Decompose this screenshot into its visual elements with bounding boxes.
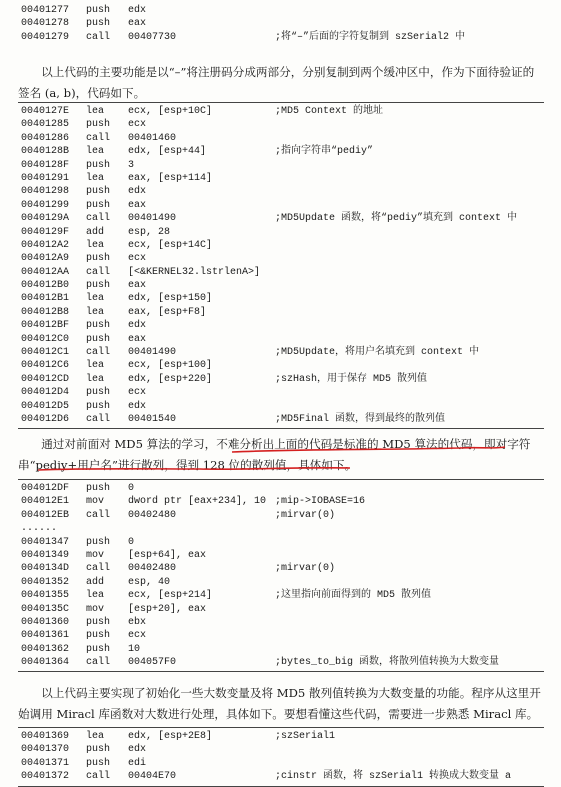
code-opcode: lea bbox=[86, 172, 105, 184]
code-line bbox=[18, 279, 544, 292]
code-address: 004012EB bbox=[21, 509, 70, 521]
code-line bbox=[18, 495, 544, 508]
code-line bbox=[18, 306, 544, 319]
code-opcode: push bbox=[86, 630, 111, 642]
code-address: 00401279 bbox=[21, 31, 70, 43]
code-comment: ;MD5Update，将用户名填充到 context 中 bbox=[275, 347, 480, 359]
code-line bbox=[18, 757, 544, 770]
code-address: 004012D5 bbox=[21, 400, 70, 412]
code-address: 004012A2 bbox=[21, 239, 70, 251]
code-operand: 00401490 bbox=[128, 347, 177, 359]
code-operand: 00401460 bbox=[128, 132, 177, 144]
code-operand: 00402480 bbox=[128, 563, 177, 575]
code-opcode: lea bbox=[86, 146, 105, 158]
code-line bbox=[18, 319, 544, 332]
code-address: 004012CD bbox=[21, 373, 70, 385]
code-line bbox=[18, 589, 544, 602]
code-operand: ecx, [esp+100] bbox=[128, 360, 213, 372]
code-address: 004012C0 bbox=[21, 333, 70, 345]
code-line bbox=[18, 629, 544, 642]
code-opcode: push bbox=[86, 400, 111, 412]
code-opcode: push bbox=[86, 483, 111, 494]
code-address: 0040134D bbox=[21, 563, 70, 575]
code-operand: edx bbox=[128, 400, 147, 412]
code-opcode: push bbox=[86, 159, 111, 171]
code-opcode: lea bbox=[86, 293, 105, 305]
code-address: 00401362 bbox=[21, 643, 70, 655]
code-address: 004012B0 bbox=[21, 280, 70, 292]
code-operand: 0 bbox=[128, 483, 135, 494]
code-comment: ;MD5Update 函数，将“pediy”填充到 context 中 bbox=[275, 213, 518, 225]
code-address: 004012E1 bbox=[21, 496, 70, 508]
code-address: 00401285 bbox=[21, 119, 70, 131]
code-operand: esp, 40 bbox=[128, 576, 171, 588]
code-opcode: push bbox=[86, 18, 111, 30]
code-address: ...... bbox=[21, 523, 58, 535]
code-operand: edx, [esp+44] bbox=[128, 146, 207, 158]
code-line bbox=[18, 118, 544, 131]
code-operand: ecx bbox=[128, 630, 147, 642]
code-operand: eax bbox=[128, 333, 147, 345]
code-line bbox=[18, 743, 544, 756]
code-address: 004012AA bbox=[21, 266, 70, 278]
code-opcode: mov bbox=[86, 496, 105, 508]
code-address: 004012C6 bbox=[21, 360, 70, 372]
code-operand: 00407730 bbox=[128, 31, 177, 43]
code-comment: ;MD5 Context 的地址 bbox=[275, 106, 384, 117]
code-line bbox=[18, 199, 544, 212]
code-block-0 bbox=[18, 4, 544, 44]
code-address: 00401361 bbox=[21, 630, 70, 642]
code-opcode: push bbox=[86, 643, 111, 655]
code-operand: ecx, [esp+10C] bbox=[128, 106, 213, 117]
code-comment: ;mirvar(0) bbox=[275, 509, 336, 521]
code-comment: ;bytes_to_big 函数，将散列值转换为大数变量 bbox=[275, 657, 500, 669]
code-operand: ecx bbox=[128, 119, 147, 131]
code-line bbox=[18, 346, 544, 359]
code-line bbox=[18, 413, 544, 426]
code-opcode: push bbox=[86, 536, 111, 548]
code-operand: [<&KERNEL32.lstrlenA>] bbox=[128, 266, 261, 278]
code-operand: eax, [esp+114] bbox=[128, 172, 213, 184]
code-operand: ecx bbox=[128, 387, 147, 399]
code-opcode: call bbox=[86, 347, 111, 359]
code-address: 00401298 bbox=[21, 186, 70, 198]
code-line bbox=[18, 400, 544, 413]
code-operand: 00401540 bbox=[128, 413, 177, 425]
code-comment: ;这里指向前面得到的 MD5 散列值 bbox=[275, 590, 432, 602]
code-opcode: push bbox=[86, 253, 111, 265]
code-operand: edx, [esp+220] bbox=[128, 373, 213, 385]
code-opcode: call bbox=[86, 563, 111, 575]
code-line bbox=[18, 603, 544, 616]
code-opcode: mov bbox=[86, 603, 105, 615]
code-line bbox=[18, 212, 544, 225]
code-address: 00401352 bbox=[21, 576, 70, 588]
code-address: 00401277 bbox=[21, 5, 70, 16]
code-operand: esp, 28 bbox=[128, 226, 171, 238]
code-line bbox=[18, 105, 544, 118]
code-opcode: lea bbox=[86, 590, 105, 602]
code-comment: ;szSerial1 bbox=[275, 731, 336, 742]
code-address: 004012DF bbox=[21, 483, 70, 494]
code-block-3 bbox=[18, 727, 544, 787]
code-operand: 00401490 bbox=[128, 213, 177, 225]
code-operand: edx bbox=[128, 186, 147, 198]
code-opcode: call bbox=[86, 132, 111, 144]
code-comment: ;mip->IOBASE=16 bbox=[275, 496, 366, 508]
code-opcode: lea bbox=[86, 360, 105, 372]
code-line bbox=[18, 522, 544, 535]
code-opcode: lea bbox=[86, 306, 105, 318]
code-address: 00401364 bbox=[21, 657, 70, 669]
paragraph-2: 通过对前面对 MD5 算法的学习，不难分析出上面的代码是标准的 MD5 算法的代码，即对字符串“pediy+用户名”进行散列，得到 128 位的散列值，具体如下。 bbox=[18, 437, 531, 472]
code-opcode: call bbox=[86, 266, 111, 278]
code-address: 004012BF bbox=[21, 320, 70, 332]
code-line bbox=[18, 643, 544, 656]
code-address: 00401286 bbox=[21, 132, 70, 144]
code-line bbox=[18, 509, 544, 522]
code-comment: ;szHash，用于保存 MD5 散列值 bbox=[275, 373, 428, 385]
code-line bbox=[18, 386, 544, 399]
code-line bbox=[18, 359, 544, 372]
code-operand: edx, [esp+150] bbox=[128, 293, 213, 305]
paragraph-1: 以上代码的主要功能是以“–”将注册码分成两部分，分别复制到两个缓冲区中，作为下面待验证的签名 (a, b)，代码如下。 bbox=[18, 65, 535, 100]
code-line bbox=[18, 145, 544, 158]
code-address: 004012B8 bbox=[21, 306, 70, 318]
code-opcode: push bbox=[86, 387, 111, 399]
code-opcode: push bbox=[86, 757, 111, 769]
code-address: 00401349 bbox=[21, 549, 70, 561]
code-address: 004012D6 bbox=[21, 413, 70, 425]
code-line bbox=[18, 4, 544, 17]
code-line bbox=[18, 172, 544, 185]
code-opcode: push bbox=[86, 5, 111, 16]
code-address: 004012B1 bbox=[21, 293, 70, 305]
paragraph-3: 以上代码主要实现了初始化一些大数变量及将 MD5 散列值转换为大数变量的功能。程序从这里开始调用 Miracl 库函数对大数进行处理，具体如下。要想看懂这些代码，需要进一步熟悉 Miracl 库。 bbox=[18, 686, 541, 721]
code-line bbox=[18, 266, 544, 279]
code-opcode: push bbox=[86, 320, 111, 332]
code-line bbox=[18, 17, 544, 30]
code-line bbox=[18, 226, 544, 239]
code-address: 0040129F bbox=[21, 226, 70, 238]
code-opcode: call bbox=[86, 657, 111, 669]
code-operand: 0 bbox=[128, 536, 135, 548]
code-operand: 00404E70 bbox=[128, 771, 177, 783]
code-address: 0040128B bbox=[21, 146, 70, 158]
code-address: 0040135C bbox=[21, 603, 70, 615]
code-line bbox=[18, 252, 544, 265]
code-opcode: push bbox=[86, 744, 111, 756]
code-address: 00401360 bbox=[21, 616, 70, 628]
code-comment: ;将“–”后面的字符复制到 szSerial2 中 bbox=[275, 31, 466, 43]
code-operand: [esp+64], eax bbox=[128, 549, 207, 561]
code-line bbox=[18, 770, 544, 783]
code-address: 00401291 bbox=[21, 172, 70, 184]
code-line bbox=[18, 562, 544, 575]
code-operand: eax, [esp+F8] bbox=[128, 306, 207, 318]
code-operand: edx bbox=[128, 5, 147, 16]
code-address: 00401371 bbox=[21, 757, 70, 769]
code-line bbox=[18, 333, 544, 346]
code-operand: edx, [esp+2E8] bbox=[128, 731, 213, 742]
code-operand: ecx, [esp+14C] bbox=[128, 239, 213, 251]
code-comment: ;mirvar(0) bbox=[275, 563, 336, 575]
code-operand: ebx bbox=[128, 616, 147, 628]
code-address: 00401372 bbox=[21, 771, 70, 783]
code-address: 004012C1 bbox=[21, 347, 70, 359]
code-address: 00401369 bbox=[21, 731, 70, 742]
code-line bbox=[18, 576, 544, 589]
code-line bbox=[18, 549, 544, 562]
code-operand: dword ptr [eax+234], 10 bbox=[128, 496, 267, 508]
code-opcode: push bbox=[86, 119, 111, 131]
code-opcode: mov bbox=[86, 549, 105, 561]
code-opcode: push bbox=[86, 616, 111, 628]
code-line bbox=[18, 185, 544, 198]
code-block-2 bbox=[18, 479, 544, 672]
code-address: 00401370 bbox=[21, 744, 70, 756]
code-opcode: add bbox=[86, 226, 105, 238]
code-operand: 3 bbox=[128, 159, 135, 171]
code-address: 00401299 bbox=[21, 199, 70, 211]
code-line bbox=[18, 159, 544, 172]
code-address: 0040127E bbox=[21, 106, 70, 117]
code-comment: ;MD5Final 函数，得到最终的散列值 bbox=[275, 413, 446, 425]
code-operand: 004057F0 bbox=[128, 657, 177, 669]
code-opcode: push bbox=[86, 199, 111, 211]
code-address: 0040129A bbox=[21, 213, 70, 225]
code-opcode: call bbox=[86, 213, 111, 225]
code-opcode: call bbox=[86, 509, 111, 521]
code-address: 0040128F bbox=[21, 159, 70, 171]
code-operand: ecx, [esp+214] bbox=[128, 590, 213, 602]
code-address: 00401278 bbox=[21, 18, 70, 30]
code-opcode: push bbox=[86, 186, 111, 198]
code-opcode: call bbox=[86, 413, 111, 425]
code-line bbox=[18, 239, 544, 252]
code-line bbox=[18, 132, 544, 145]
code-operand: 10 bbox=[128, 643, 141, 655]
code-address: 004012D4 bbox=[21, 387, 70, 399]
code-operand: edx bbox=[128, 320, 147, 332]
code-line bbox=[18, 730, 544, 743]
code-opcode: lea bbox=[86, 239, 105, 251]
code-address: 004012A9 bbox=[21, 253, 70, 265]
code-comment: ;cinstr 函数，将 szSerial1 转换成大数变量 a bbox=[275, 771, 512, 783]
code-operand: eax bbox=[128, 280, 147, 292]
code-line bbox=[18, 373, 544, 386]
code-operand: [esp+20], eax bbox=[128, 603, 207, 615]
code-opcode: push bbox=[86, 333, 111, 345]
code-line bbox=[18, 31, 544, 44]
code-address: 00401347 bbox=[21, 536, 70, 548]
code-line bbox=[18, 616, 544, 629]
code-line bbox=[18, 656, 544, 669]
code-operand: 00402480 bbox=[128, 509, 177, 521]
code-line bbox=[18, 482, 544, 495]
code-line bbox=[18, 292, 544, 305]
code-comment: ;指向字符串“pediy” bbox=[275, 146, 374, 158]
code-opcode: lea bbox=[86, 106, 105, 117]
code-operand: edx bbox=[128, 744, 147, 756]
code-opcode: call bbox=[86, 31, 111, 43]
code-operand: edi bbox=[128, 757, 147, 769]
code-operand: eax bbox=[128, 18, 147, 30]
code-opcode: call bbox=[86, 771, 111, 783]
code-block-1 bbox=[18, 102, 544, 429]
code-opcode: push bbox=[86, 280, 111, 292]
code-operand: ecx bbox=[128, 253, 147, 265]
code-operand: eax bbox=[128, 199, 147, 211]
code-opcode: lea bbox=[86, 731, 105, 742]
code-opcode: lea bbox=[86, 373, 105, 385]
code-opcode: add bbox=[86, 576, 105, 588]
code-line bbox=[18, 536, 544, 549]
code-address: 00401355 bbox=[21, 590, 70, 602]
